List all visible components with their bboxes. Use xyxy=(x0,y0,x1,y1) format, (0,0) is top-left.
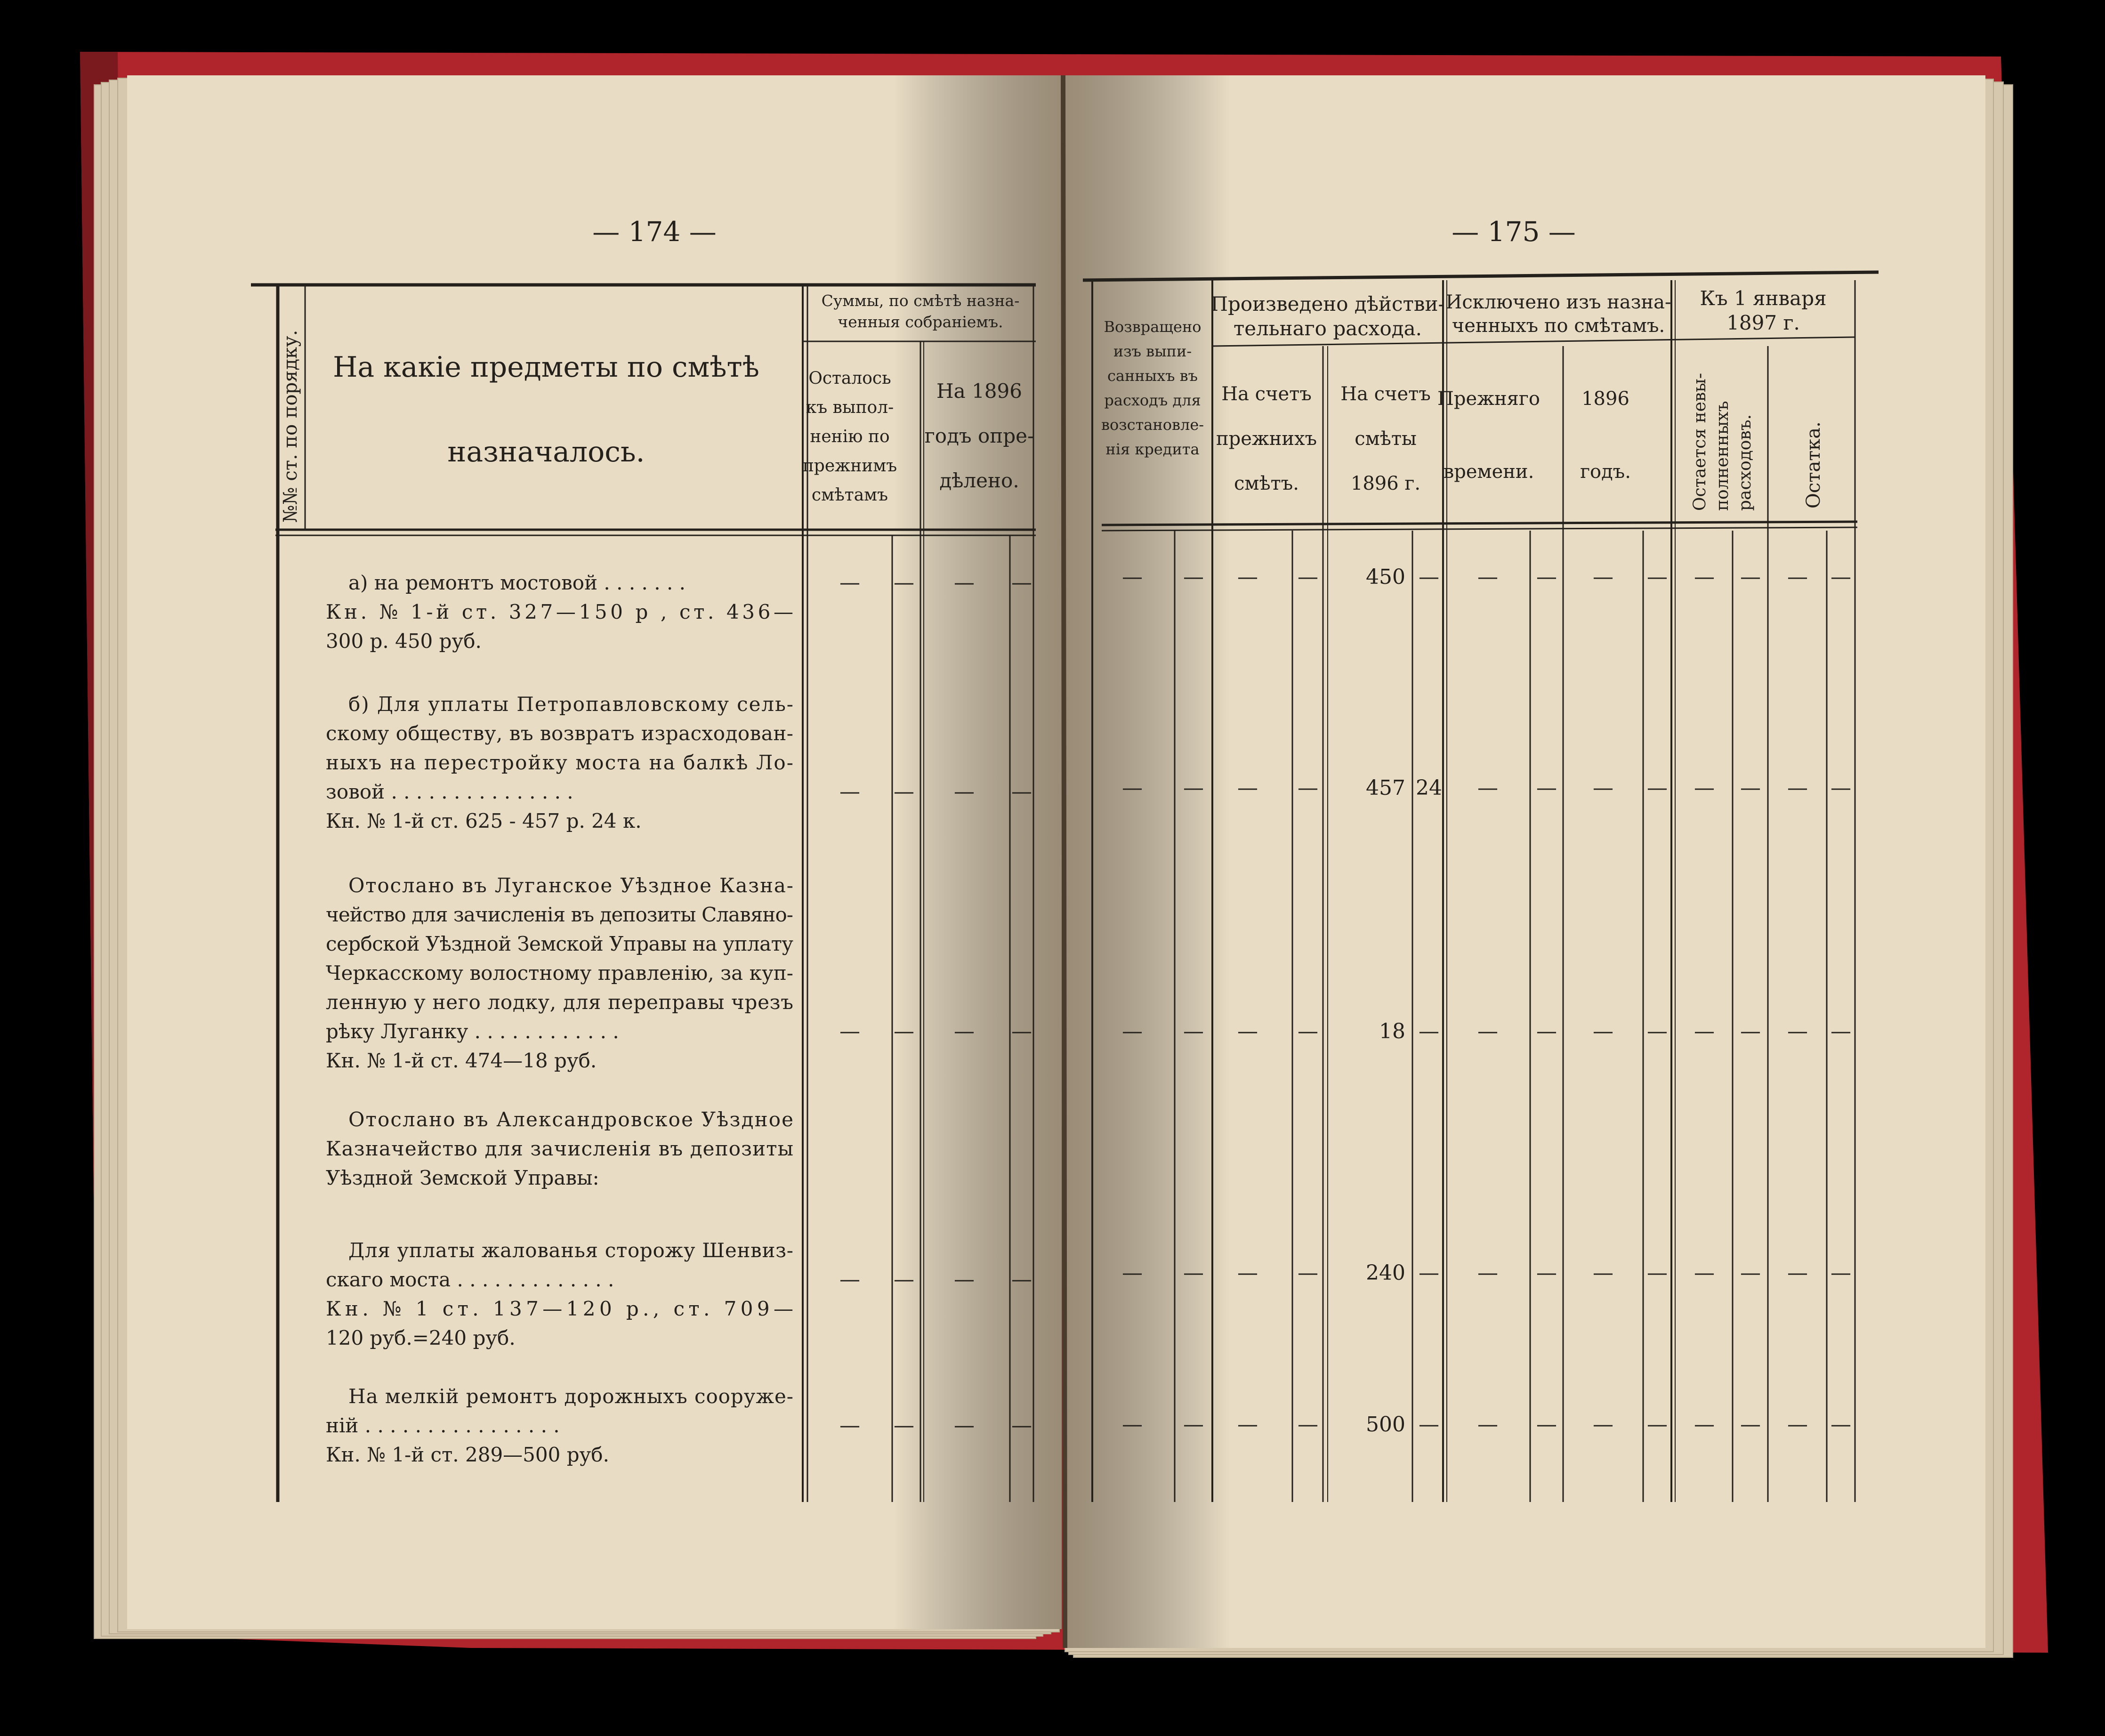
entry-line: скаго моста . . . . . . . . . . . . . xyxy=(326,1268,614,1291)
actual-prev-kop-dash: — xyxy=(1298,1019,1318,1043)
header-excluded-group-line2: ченныхъ по смѣтамъ. xyxy=(1452,315,1665,337)
returned-dash: — xyxy=(1122,1019,1143,1043)
unfulfilled-dash: — xyxy=(1694,1413,1715,1437)
assigned-kop-dash: — xyxy=(1011,780,1032,804)
entry-line: Отослано въ Александровское Уѣздное xyxy=(348,1108,793,1131)
excluded-1896-kop-dash: — xyxy=(1647,1261,1668,1285)
gutter xyxy=(1063,75,1065,1648)
entry-line: Уѣздной Земской Управы: xyxy=(326,1166,599,1189)
entry-line: Для уплаты жалованья сторожу Шенвиз- xyxy=(348,1239,793,1262)
header-remaining-line: Осталось xyxy=(808,369,891,388)
entry-line: Кн. № 1 ст. 137—120 р., ст. 709— xyxy=(326,1297,793,1320)
assigned-kop-dash: — xyxy=(1011,1268,1032,1292)
header-assigned-1896 xyxy=(925,379,1034,492)
actual-1896-value: 18 xyxy=(1379,1019,1405,1043)
header-returned-line: возстановле- xyxy=(1101,416,1204,434)
header-remaining-line: прежнимъ xyxy=(802,456,897,476)
entry-line: Кн. № 1-й ст. 625 - 457 р. 24 к. xyxy=(326,809,642,832)
entry-line: На мелкій ремонтъ дорожныхъ сооруже- xyxy=(348,1385,793,1408)
balance-kop-dash: — xyxy=(1831,1019,1851,1043)
header-balance: Остатка. xyxy=(1803,421,1824,509)
excluded-1896-dash: — xyxy=(1593,565,1613,589)
excluded-prev-dash: — xyxy=(1477,1261,1498,1285)
header-returned-line: санныхъ въ xyxy=(1107,367,1198,385)
assigned-kop-dash: — xyxy=(1011,571,1032,595)
unfulfilled-kop-dash: — xyxy=(1740,1261,1761,1285)
unfulfilled-dash: — xyxy=(1694,776,1715,800)
remaining-dash: — xyxy=(839,1268,860,1292)
returned-kop-dash: — xyxy=(1183,565,1204,589)
remaining-dash: — xyxy=(839,780,860,804)
returned-dash: — xyxy=(1122,1413,1143,1437)
excluded-1896-dash: — xyxy=(1593,1019,1613,1043)
entry-line: скому обществу, въ возвратъ израсходован- xyxy=(326,722,793,745)
entry-line: а) на ремонтъ мостовой . . . . . . . xyxy=(348,571,686,594)
actual-prev-kop-dash: — xyxy=(1298,1413,1318,1437)
excluded-prev-dash: — xyxy=(1477,1413,1498,1437)
unfulfilled-kop-dash: — xyxy=(1740,565,1761,589)
returned-dash: — xyxy=(1122,776,1143,800)
excluded-prev-dash: — xyxy=(1477,565,1498,589)
entry-line: ныхъ на перестройку моста на балкѣ Ло- xyxy=(326,751,793,774)
remaining-kop-dash: — xyxy=(894,571,914,595)
actual-prev-dash: — xyxy=(1237,1261,1258,1285)
header-1896-line: На 1896 xyxy=(936,379,1022,403)
header-unfulfilled-line: Остается невы- xyxy=(1690,373,1710,511)
excluded-1896-kop-dash: — xyxy=(1647,1019,1668,1043)
entry-line: Отослано въ Луганское Уѣздное Казна- xyxy=(348,874,793,897)
returned-dash: — xyxy=(1122,1261,1143,1285)
page-number-174: — 174 — xyxy=(592,216,717,248)
header-sums-group-line2: ченныя собраніемъ. xyxy=(838,313,1003,331)
assigned-1896-dash: — xyxy=(954,1019,975,1043)
entry-line: ній . . . . . . . . . . . . . . . . xyxy=(326,1414,560,1437)
header-returned-line: расходъ для xyxy=(1104,391,1201,409)
unfulfilled-kop-dash: — xyxy=(1740,1413,1761,1437)
entry-line: б) Для уплаты Петропавловскому сель- xyxy=(348,693,793,716)
header-actual-1896-line: 1896 г. xyxy=(1350,473,1421,494)
header-excl-1896-line: годъ. xyxy=(1580,461,1631,483)
assigned-1896-dash: — xyxy=(954,780,975,804)
actual-1896-kop: — xyxy=(1419,1413,1439,1437)
assigned-kop-dash: — xyxy=(1011,1413,1032,1437)
returned-kop-dash: — xyxy=(1183,1261,1204,1285)
excluded-prev-kop-dash: — xyxy=(1536,1019,1557,1043)
header-sums-group: Суммы, по смѣтѣ назна- xyxy=(821,291,1020,310)
header-actual-1896-line: На счетъ xyxy=(1340,383,1431,405)
unfulfilled-dash: — xyxy=(1694,1261,1715,1285)
balance-dash: — xyxy=(1787,565,1808,589)
actual-prev-kop-dash: — xyxy=(1298,776,1318,800)
assigned-kop-dash: — xyxy=(1011,1019,1032,1043)
actual-1896-value: 457 xyxy=(1366,776,1405,800)
balance-kop-dash: — xyxy=(1831,1261,1851,1285)
header-returned-line: изъ выпи- xyxy=(1113,342,1192,360)
entry-line: Кн. № 1-й ст. 474—18 руб. xyxy=(326,1049,597,1072)
header-unfulfilled-line: расходовъ. xyxy=(1735,414,1755,511)
remaining-dash: — xyxy=(839,1413,860,1437)
header-returned-line: нія кредита xyxy=(1105,440,1200,458)
remaining-kop-dash: — xyxy=(894,780,914,804)
excluded-prev-dash: — xyxy=(1477,776,1498,800)
entry-line: чейство для зачисленія въ депозиты Славяно- xyxy=(326,903,793,926)
excluded-prev-kop-dash: — xyxy=(1536,776,1557,800)
header-remaining-line: къ выпол- xyxy=(806,398,894,417)
balance-dash: — xyxy=(1787,1261,1808,1285)
header-excluded-group: Исключено изъ назна- xyxy=(1445,291,1671,313)
excluded-1896-kop-dash: — xyxy=(1647,776,1668,800)
entry-line: сербской Уѣздной Земской Управы на уплату xyxy=(326,932,793,955)
page-number-175: — 175 — xyxy=(1452,216,1576,248)
assigned-1896-dash: — xyxy=(954,571,975,595)
header-excl-prev-line: времени. xyxy=(1443,461,1534,483)
excluded-prev-kop-dash: — xyxy=(1536,565,1557,589)
entry-line: Казначейство для зачисленія въ депозиты xyxy=(326,1137,793,1160)
assigned-1896-dash: — xyxy=(954,1268,975,1292)
header-actual-prev-line: На счетъ xyxy=(1221,383,1312,405)
remaining-dash: — xyxy=(839,1019,860,1043)
returned-dash: — xyxy=(1122,565,1143,589)
header-returned-line: Возвращено xyxy=(1104,318,1202,336)
balance-kop-dash: — xyxy=(1831,1413,1851,1437)
returned-kop-dash: — xyxy=(1183,1413,1204,1437)
actual-1896-kop: 24 xyxy=(1416,776,1442,800)
actual-1896-value: 240 xyxy=(1366,1261,1405,1285)
header-jan-1897-group: Къ 1 января xyxy=(1700,287,1827,310)
actual-prev-dash: — xyxy=(1237,776,1258,800)
unfulfilled-kop-dash: — xyxy=(1740,776,1761,800)
balance-dash: — xyxy=(1787,776,1808,800)
excluded-1896-dash: — xyxy=(1593,776,1613,800)
unfulfilled-kop-dash: — xyxy=(1740,1019,1761,1043)
actual-1896-kop: — xyxy=(1419,1019,1439,1043)
returned-kop-dash: — xyxy=(1183,776,1204,800)
actual-prev-dash: — xyxy=(1237,565,1258,589)
actual-prev-kop-dash: — xyxy=(1298,1261,1318,1285)
unfulfilled-dash: — xyxy=(1694,1019,1715,1043)
actual-prev-kop-dash: — xyxy=(1298,565,1318,589)
actual-1896-value: 500 xyxy=(1366,1413,1405,1437)
unfulfilled-dash: — xyxy=(1694,565,1715,589)
header-remaining-line: ненію по xyxy=(810,427,890,446)
balance-dash: — xyxy=(1787,1413,1808,1437)
entry-line: 300 р. 450 руб. xyxy=(326,630,482,653)
header-jan-1897-group-line2: 1897 г. xyxy=(1726,311,1800,334)
header-actual-1896-line: смѣты xyxy=(1355,428,1417,450)
excluded-1896-kop-dash: — xyxy=(1647,565,1668,589)
header-excl-prev-line: Прежняго xyxy=(1437,388,1540,410)
remaining-kop-dash: — xyxy=(894,1268,914,1292)
balance-kop-dash: — xyxy=(1831,776,1851,800)
header-remaining-line: смѣтамъ xyxy=(811,485,888,505)
actual-prev-dash: — xyxy=(1237,1413,1258,1437)
excluded-1896-dash: — xyxy=(1593,1261,1613,1285)
entry-line: Кн. № 1-й ст. 327—150 р , ст. 436— xyxy=(326,600,793,623)
entry-line: Черкасскому волостному правленію, за куп- xyxy=(326,961,793,985)
header-actual-prev-line: смѣтъ. xyxy=(1234,473,1299,494)
header-items: На какіе предметы по смѣтѣ xyxy=(333,351,759,384)
header-actual-group: Произведено дѣйстви- xyxy=(1210,292,1445,315)
entry-line: ленную у него лодку, для переправы чрезъ xyxy=(326,991,793,1014)
excluded-1896-kop-dash: — xyxy=(1647,1413,1668,1437)
actual-prev-dash: — xyxy=(1237,1019,1258,1043)
entry-line: Кн. № 1-й ст. 289—500 руб. xyxy=(326,1443,609,1466)
header-excl-1896-line: 1896 xyxy=(1581,388,1629,410)
header-actual-group-line2: тельнаго расхода. xyxy=(1234,317,1422,340)
excluded-1896-dash: — xyxy=(1593,1413,1613,1437)
entry-line: 120 руб.=240 руб. xyxy=(326,1326,516,1349)
balance-dash: — xyxy=(1787,1019,1808,1043)
actual-1896-kop: — xyxy=(1419,565,1439,589)
header-items-line2: назначалось. xyxy=(447,436,645,468)
remaining-kop-dash: — xyxy=(894,1413,914,1437)
excluded-prev-kop-dash: — xyxy=(1536,1261,1557,1285)
excluded-prev-dash: — xyxy=(1477,1019,1498,1043)
assigned-1896-dash: — xyxy=(954,1413,975,1437)
excluded-prev-kop-dash: — xyxy=(1536,1413,1557,1437)
header-article-number: №№ ст. по порядку. xyxy=(280,330,301,523)
header-1896-line: годъ опре- xyxy=(924,424,1034,447)
actual-1896-kop: — xyxy=(1419,1261,1439,1285)
actual-1896-value: 450 xyxy=(1366,565,1405,589)
header-actual-prev-line: прежнихъ xyxy=(1216,428,1317,450)
balance-kop-dash: — xyxy=(1831,565,1851,589)
header-1896-line: дѣлено. xyxy=(939,469,1019,492)
remaining-kop-dash: — xyxy=(894,1019,914,1043)
header-unfulfilled-line: полненныхъ xyxy=(1713,401,1732,511)
returned-kop-dash: — xyxy=(1183,1019,1204,1043)
entry-line: зовой . . . . . . . . . . . . . . . xyxy=(326,780,573,803)
remaining-dash: — xyxy=(839,571,860,595)
entry-line: рѣку Луганку . . . . . . . . . . . . xyxy=(326,1020,619,1043)
